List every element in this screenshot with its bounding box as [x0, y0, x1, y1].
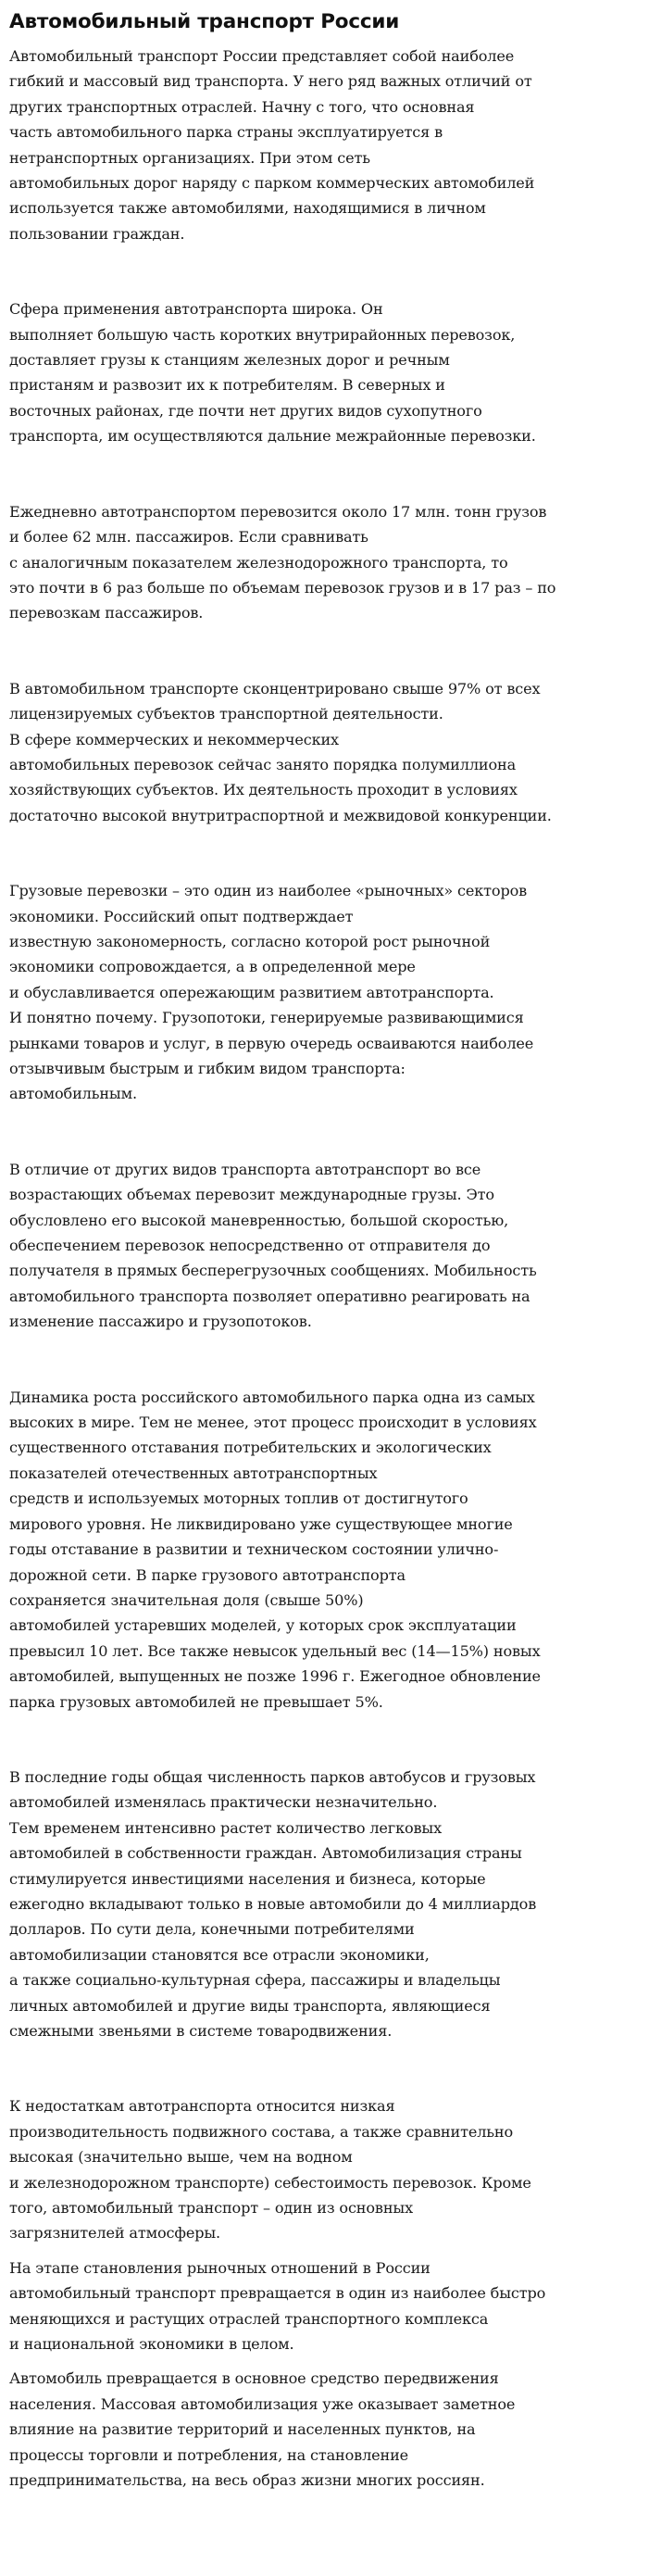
paragraph-line: автомобильных перевозок сейчас занято порядка полумиллиона — [9, 755, 517, 773]
paragraph-spacer — [9, 1107, 638, 1157]
paragraph-line: и железнодорожном транспорте) себестоимость перевозок. Кроме — [9, 2173, 531, 2192]
paragraph-spacer — [9, 449, 638, 499]
paragraph-line: ежегодно вкладывают только в новые автомобили до 4 миллиардов — [9, 1894, 537, 1913]
paragraph-line: производительность подвижного состава, а также сравнительно — [9, 2122, 514, 2141]
paragraph-line: обеспечением перевозок непосредственно от отправителя до — [9, 1237, 491, 1255]
paragraph-line: долларов. По сути дела, конечными потребителями — [9, 1920, 415, 1939]
paragraph-line: используется также автомобилями, находящимися в личном — [9, 199, 486, 218]
paragraph-line: влияние на развитие территорий и населенных пунктов, на — [9, 2420, 476, 2439]
article-paragraph — [9, 1385, 638, 1715]
article-body — [9, 44, 638, 2494]
paragraph-line: других транспортных отраслей. Начну с того, что основная — [9, 97, 475, 116]
paragraph-line: Грузовые перевозки – это один из наиболее «рыночных» секторов — [9, 882, 528, 900]
paragraph-spacer — [9, 1335, 638, 1385]
paragraph-line: и обуславливается опережающим развитием автотранспорта. — [9, 983, 494, 1001]
paragraph-line: Сфера применения автотранспорта широка. Он — [9, 300, 383, 319]
paragraph-line: автомобильного транспорта позволяет оперативно реагировать на — [9, 1287, 530, 1305]
paragraph-line: а также социально-культурная сфера, пассажиры и владельцы — [9, 1971, 501, 1990]
paragraph-line: экономики. Российский опыт подтверждает — [9, 907, 354, 925]
paragraph-line: достаточно высокой внутритраспортной и межвидовой конкуренции. — [9, 806, 552, 824]
paragraph-line: показателей отечественных автотранспортных — [9, 1464, 378, 1482]
paragraph-line: мирового уровня. Не ликвидировано уже существующее многие — [9, 1514, 513, 1533]
article-paragraph — [9, 1765, 638, 2043]
paragraph-line: В сфере коммерческих и некоммерческих — [9, 730, 339, 748]
paragraph-line: На этапе становления рыночных отношений в России — [9, 2258, 431, 2277]
article-title: Автомобильный транспорт России — [9, 10, 400, 33]
paragraph-line: хозяйствующих субъектов. Их деятельность проходит в условиях — [9, 781, 518, 799]
paragraph-line: выполняет большую часть коротких внутрирайонных перевозок, — [9, 325, 516, 344]
paragraph-line: автомобилей, выпущенных не позже 1996 г. Ежегодное обновление — [9, 1667, 541, 1686]
paragraph-line: Динамика роста российского автомобильного парка одна из самых — [9, 1388, 535, 1406]
paragraph-line: автомобильных дорог наряду с парком коммерческих автомобилей — [9, 174, 535, 193]
paragraph-line: загрязнителей атмосферы. — [9, 2224, 220, 2243]
paragraph-line: с аналогичным показателем железнодорожного транспорта, то — [9, 553, 508, 572]
paragraph-line: сохраняется значительная доля (свыше 50%) — [9, 1590, 364, 1609]
paragraph-line: И понятно почему. Грузопотоки, генерируемые развивающимися — [9, 1009, 524, 1027]
paragraph-line: это почти в 6 раз больше по объемам перевозок грузов и в 17 раз – по — [9, 578, 556, 597]
paragraph-spacer — [9, 1715, 638, 1765]
paragraph-line: годы отставание в развитии и техническом состоянии улично- — [9, 1540, 499, 1559]
paragraph-spacer — [9, 2356, 638, 2366]
paragraph-line: высоких в мире. Тем не менее, этот процесс происходит в условиях — [9, 1414, 537, 1432]
paragraph-line: автомобильный транспорт превращается в один из наиболее быстро — [9, 2284, 546, 2303]
paragraph-line: В отличие от других видов транспорта автотранспорт во все — [9, 1160, 481, 1178]
paragraph-line: часть автомобильного парка страны эксплуатируется в — [9, 123, 443, 142]
paragraph-line: и национальной экономики в целом. — [9, 2335, 294, 2354]
article-paragraph — [9, 2093, 638, 2245]
paragraph-spacer — [9, 626, 638, 676]
article-paragraph — [9, 1157, 638, 1335]
paragraph-line: восточных районах, где почти нет других видов сухопутного — [9, 401, 482, 420]
paragraph-line: Ежедневно автотранспортом перевозится около 17 млн. тонн грузов — [9, 502, 547, 521]
paragraph-line: предпринимательства, на весь образ жизни многих россиян. — [9, 2471, 485, 2490]
paragraph-line: личных автомобилей и другие виды транспорта, являющиеся — [9, 1996, 491, 2015]
paragraph-line: автомобилей изменялась практически незначительно. — [9, 1793, 438, 1812]
paragraph-line: пользовании граждан. — [9, 224, 185, 243]
article-paragraph — [9, 2366, 638, 2493]
paragraph-line: смежными звеньями в системе товародвижения. — [9, 2022, 393, 2040]
paragraph-line: К недостаткам автотранспорта относится низкая — [9, 2097, 395, 2116]
paragraph-spacer — [9, 2043, 638, 2093]
paragraph-line: рынками товаров и услуг, в первую очередь осваиваются наиболее — [9, 1034, 534, 1052]
article-paragraph — [9, 499, 638, 626]
paragraph-line: стимулируется инвестициями населения и бизнеса, которые — [9, 1869, 486, 1888]
paragraph-line: автомобилизации становятся все отрасли экономики, — [9, 1945, 430, 1964]
paragraph-line: экономики сопровождается, а в определенной мере — [9, 958, 416, 976]
paragraph-line: меняющихся и растущих отраслей транспортного комплекса — [9, 2309, 489, 2328]
paragraph-line: гибкий и массовый вид транспорта. У него ряд важных отличий от — [9, 72, 532, 91]
paragraph-line: В автомобильном транспорте сконцентрировано свыше 97% от всех — [9, 679, 541, 697]
paragraph-line: дорожной сети. В парке грузового автотранспорта — [9, 1565, 406, 1584]
paragraph-line: доставляет грузы к станциям железных дорог и речным — [9, 351, 450, 370]
paragraph-line: процессы торговли и потребления, на становление — [9, 2445, 409, 2464]
paragraph-spacer — [9, 828, 638, 878]
article-paragraph — [9, 676, 638, 828]
paragraph-line: Автомобиль превращается в основное средство передвижения — [9, 2369, 499, 2388]
paragraph-line: автомобилей устаревших моделей, у которых срок эксплуатации — [9, 1616, 517, 1635]
paragraph-line: получателя в прямых бесперегрузочных сообщениях. Мобильность — [9, 1262, 537, 1280]
paragraph-line: автомобилей в собственности граждан. Автомобилизация страны — [9, 1844, 522, 1863]
paragraph-line: парка грузовых автомобилей не превышает 5%. — [9, 1692, 383, 1711]
paragraph-line: изменение пассажиро и грузопотоков. — [9, 1313, 312, 1331]
paragraph-line: того, автомобильный транспорт – один из основных — [9, 2199, 413, 2218]
paragraph-line: населения. Массовая автомобилизация уже оказывает заметное — [9, 2394, 516, 2413]
paragraph-line: отзывчивым быстрым и гибким видом транспорта: — [9, 1060, 406, 1077]
paragraph-line: обусловлено его высокой маневренностью, большой скоростью, — [9, 1211, 509, 1229]
article-paragraph — [9, 44, 638, 246]
article-paragraph — [9, 2256, 638, 2357]
paragraph-line: средств и используемых моторных топлив от достигнутого — [9, 1489, 468, 1508]
paragraph-line: нетранспортных организациях. При этом сеть — [9, 148, 370, 167]
paragraph-line: пристаням и развозит их к потребителям. В северных и — [9, 376, 445, 395]
article-paragraph — [9, 878, 638, 1107]
paragraph-line: превысил 10 лет. Все также невысок удельный вес (14—15%) новых — [9, 1641, 541, 1660]
paragraph-line: автомобильным. — [9, 1085, 137, 1103]
paragraph-line: лицензируемых субъектов транспортной деятельности. — [9, 705, 443, 723]
paragraph-line: известную закономерность, согласно которой рост рыночной — [9, 932, 491, 950]
paragraph-line: и более 62 млн. пассажиров. Если сравнивать — [9, 528, 368, 547]
paragraph-line: возрастающих объемах перевозит международные грузы. Это — [9, 1186, 494, 1204]
article-paragraph — [9, 296, 638, 448]
paragraph-line: В последние годы общая численность парков автобусов и грузовых — [9, 1767, 536, 1786]
paragraph-spacer — [9, 246, 638, 296]
paragraph-spacer — [9, 2246, 638, 2256]
paragraph-line: Автомобильный транспорт России представляет собой наиболее — [9, 47, 515, 65]
paragraph-line: существенного отставания потребительских и экологических — [9, 1439, 492, 1457]
paragraph-line: Тем временем интенсивно растет количество легковых — [9, 1818, 443, 1837]
paragraph-line: высокая (значительно выше, чем на водном — [9, 2148, 353, 2167]
paragraph-line: перевозкам пассажиров. — [9, 604, 204, 622]
paragraph-line: транспорта, им осуществляются дальние межрайонные перевозки. — [9, 427, 536, 446]
